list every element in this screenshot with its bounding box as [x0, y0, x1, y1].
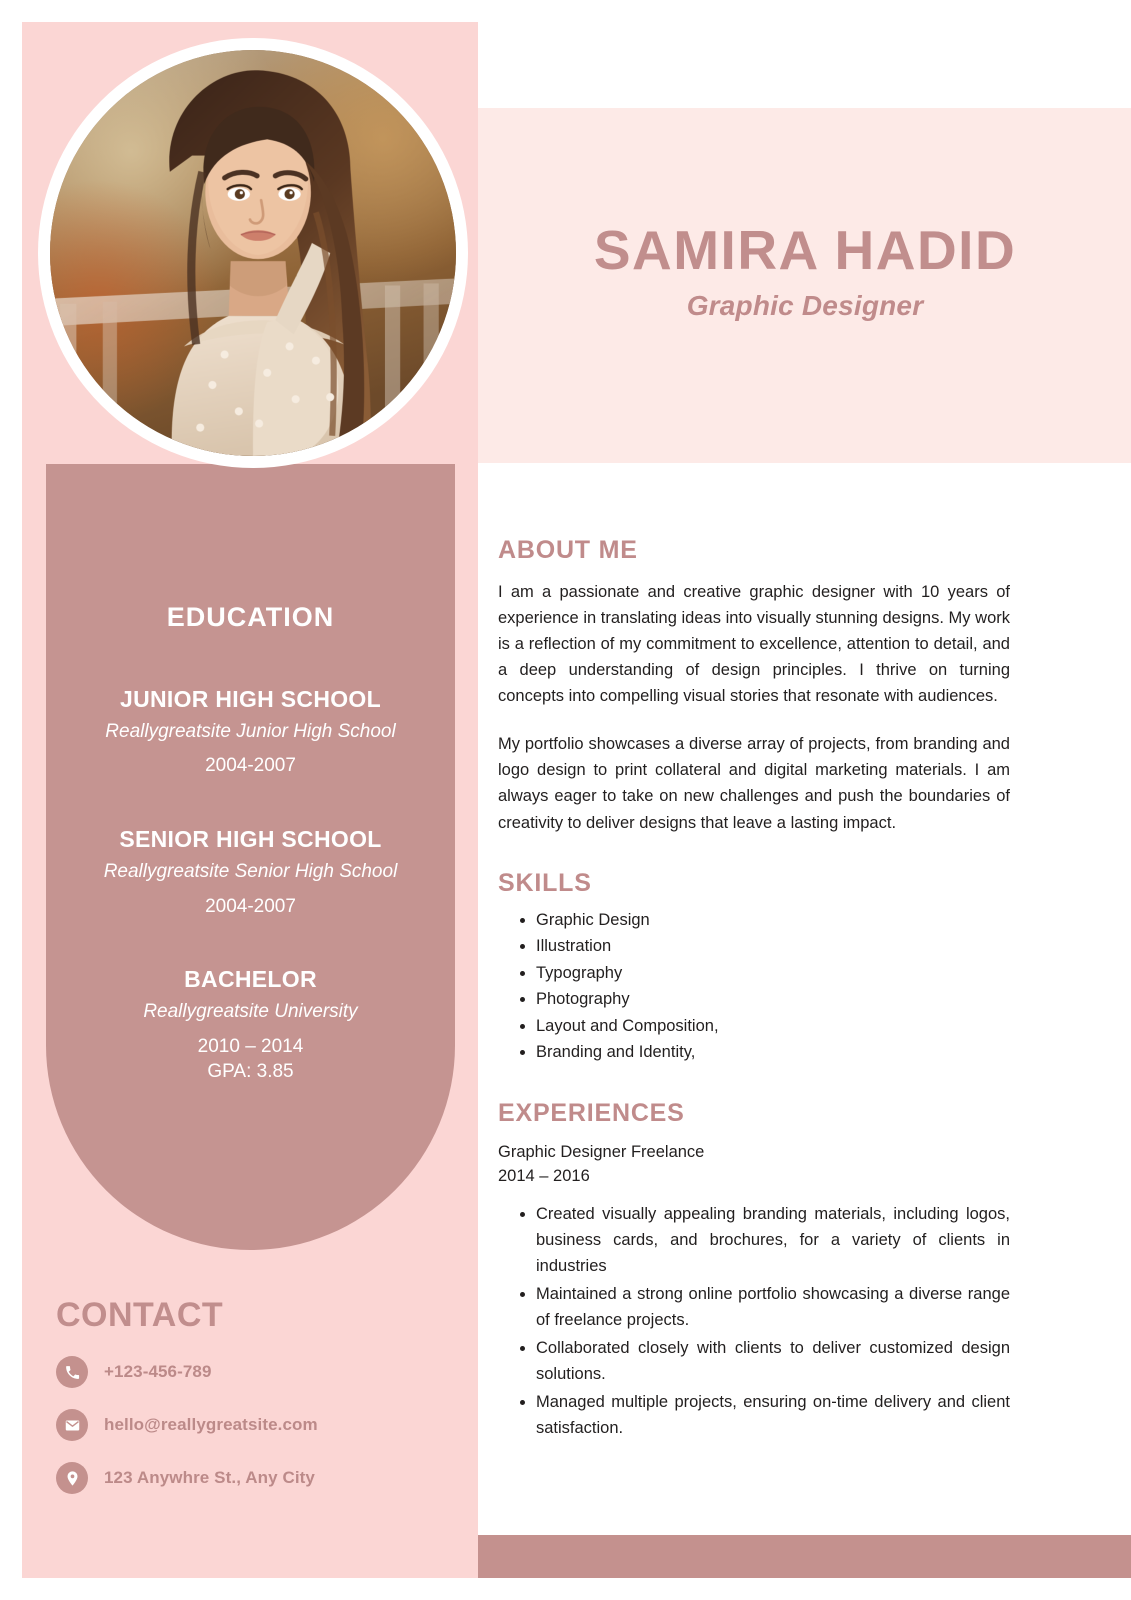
footer-accent-bar	[478, 1535, 1131, 1578]
contact-section-title: CONTACT	[56, 1296, 224, 1334]
experience-job-title: Graphic Designer Freelance	[498, 1142, 705, 1161]
education-gpa: GPA: 3.85	[207, 1061, 294, 1083]
education-years: 2004-2007	[205, 755, 296, 777]
about-section-title: ABOUT ME	[498, 536, 638, 564]
header-identity	[500, 219, 1110, 322]
page-title: SAMIRA HADID	[593, 219, 1017, 281]
email-address: hello@reallygreatsite.com	[104, 1415, 318, 1434]
profile-photo	[50, 50, 456, 456]
list-item: • Collaborated closely with clients to deliver customized design solutions.	[536, 1335, 1010, 1387]
street-address: 123 Anywhre St., Any City	[104, 1468, 315, 1487]
list-item: • Typography	[536, 961, 1010, 987]
list-item: • Illustration	[536, 934, 1010, 960]
about-paragraph: My portfolio showcases a diverse array of projects, from branding and logo design to print collateral and digital marketing materials. I am always eager to take on new challenges and push the boundaries of creativity to deliver designs that leave a lasting impact.	[498, 735, 1010, 832]
envelope-icon	[56, 1409, 88, 1441]
education-panel	[46, 464, 455, 1250]
location-pin-icon	[56, 1462, 88, 1494]
job-role-subtitle: Graphic Designer	[686, 289, 924, 321]
phone-number: +123-456-789	[104, 1362, 212, 1381]
contact-row-phone[interactable]	[56, 1356, 456, 1388]
experiences-section-title: EXPERIENCES	[498, 1098, 685, 1127]
list-item: • Layout and Composition,	[536, 1014, 1010, 1040]
skills-list	[498, 908, 1010, 1066]
education-degree: BACHELOR	[184, 966, 317, 993]
list-item: • Graphic Design	[536, 908, 1010, 934]
about-paragraph: I am a passionate and creative graphic designer with 10 years of experience in translating ideas into visually stunning designs. My work is a reflection of my commitment to excellence, attention to detail, and a deep understanding of design principles. I thrive on turning concepts into compelling visual stories that resonate with audiences.	[498, 583, 1010, 706]
skills-section-title: SKILLS	[498, 868, 592, 897]
education-school: Reallygreatsite Senior High School	[103, 860, 398, 882]
experience-job-years: 2014 – 2016	[498, 1166, 590, 1185]
list-item: • Managed multiple projects, ensuring on-time delivery and client satisfaction.	[536, 1389, 1010, 1441]
experience-bullet-list	[498, 1201, 1010, 1442]
contact-row-email[interactable]	[56, 1409, 456, 1441]
education-years: 2010 – 2014	[197, 1035, 304, 1057]
list-item: • Branding and Identity,	[536, 1040, 1010, 1066]
phone-icon	[56, 1356, 88, 1388]
education-section-title: EDUCATION	[166, 602, 335, 632]
avatar	[38, 38, 468, 468]
list-item: • Maintained a strong online portfolio showcasing a diverse range of freelance projects.	[536, 1281, 1010, 1333]
education-school: Reallygreatsite University	[143, 1000, 358, 1022]
education-school: Reallygreatsite Junior High School	[105, 720, 396, 742]
education-years: 2004-2007	[205, 895, 296, 917]
list-item: • Created visually appealing branding materials, including logos, business cards, and brochures, for a variety of clients in industries	[536, 1201, 1010, 1279]
education-degree: JUNIOR HIGH SCHOOL	[120, 686, 381, 712]
education-degree: SENIOR HIGH SCHOOL	[119, 826, 382, 853]
education-entry	[72, 965, 429, 1085]
contact-row-address[interactable]	[56, 1462, 456, 1494]
education-entry	[72, 685, 429, 779]
list-item: • Photography	[536, 987, 1010, 1013]
education-entry	[72, 825, 429, 919]
contact-section	[56, 1296, 456, 1494]
main-content-column	[498, 536, 1010, 1443]
